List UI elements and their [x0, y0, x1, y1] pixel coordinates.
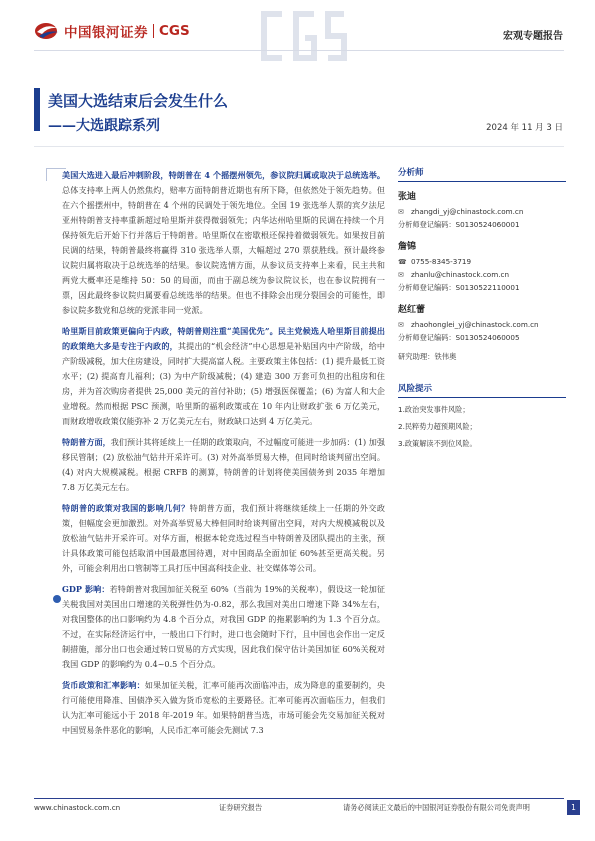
- paragraph-gdp-impact: [62, 582, 385, 672]
- analyst-name: 张迪: [398, 192, 417, 202]
- paragraph-trump-policy: [62, 435, 385, 495]
- analyst-card: [398, 302, 566, 343]
- report-type-label: 宏观专题报告: [503, 31, 563, 42]
- analyst-email-row: [398, 270, 566, 279]
- mail-icon: ✉: [398, 320, 404, 329]
- analyst-email[interactable]: zhangdi_yj@chinastock.com.cn: [411, 207, 524, 216]
- logo-text-en: CGS: [159, 23, 190, 39]
- risk-heading: 风险提示: [398, 382, 566, 398]
- analyst-phone: 0755-8345-3719: [411, 257, 472, 266]
- analyst-email[interactable]: zhanlu@chinastock.com.cn: [411, 270, 509, 279]
- paragraph-text: 其提出的“机会经济”中心思想是补贴国内中产阶级，给中产阶级减税，加大住房建设，同时扩大提高富人税。主要政策主体包括：(1) 提升最低工资水平；(2) 提高育儿福利；(3) 为中产阶级减税；(4) 建造 300 万套可负担的出租房和住房，并为首次购房者提供 25,000 美元的首付补助；(5) 增强医保覆盖；(6) 为富人和大企业增税。然而根据 PSC 预测，哈里斯的福利政策或在 10 年内让财政扩张 6 万亿美元，而财政增收政策仅能弥补 2 万亿美元左右，财政缺口达到 4 万亿美元。: [62, 341, 385, 426]
- header-divider: [34, 50, 564, 51]
- logo-divider: [153, 24, 154, 38]
- analyst-email-row: [398, 207, 566, 216]
- logo-text-cn: 中国银河证券: [64, 25, 148, 41]
- paragraph-lead: 货币政策和汇率影响：: [62, 680, 145, 690]
- title-accent-bar: [34, 88, 40, 131]
- paragraph-lead: 特朗普的政策对我国的影响几何？: [62, 503, 190, 513]
- paragraph-text: 总体支持率上两人仍然焦灼，赔率方面特朗普近期也有所下降，但依然处于领先趋势。但在六个摇摆州中，特朗普在 4 个州的民调处于领先地位。全国 19 张选举人票的宾夕法尼亚州特朗普支持率重新超过哈里斯并获得微弱领先；内华达州哈里斯的民调在持续一个月保持领先后开始下行并落后于特朗普。哈里斯仅在密歇根还保持着微弱领先。如果按目前民调的结果，特朗普最终将赢得 310 张选举人票，大幅超过 270 票获胜线。预计最终参议院归属将取决于总统选举的结果。参议院选情方面，从参议员支持率上来看，民主共和两党大概率还是维持 50：50 的局面，而由于副总统为参议院议长，也在参议院拥有一票，因此最终参议院归属要看总统选举的结果。但也不排除会出现分裂国会的可能性，即参议院多数党和总统的党派非同一党派。: [62, 185, 385, 315]
- risk-item: 2.民粹势力超预期风险；: [398, 422, 477, 431]
- risk-item: 1.政治突发事件风险；: [398, 405, 470, 414]
- paragraph-lead: 哈里斯目前政策更偏向于内政，特朗普则注重“美国优先”。民主党候选人哈里斯目前提出的政策绝大多是专注于内政的，: [62, 326, 385, 351]
- mail-icon: ✉: [398, 270, 404, 279]
- analyst-reg: 分析师登记编码：S0130524060001: [398, 220, 520, 229]
- research-assistant: 研究助理：铁伟奥: [398, 352, 457, 361]
- analyst-name: 赵红蕾: [398, 305, 426, 315]
- paragraph-text: 特朗普方面，我们预计将继续延续上一任期的外交政策，但幅度会更加激烈。对外高举贸易大棒但同时给谈判留出空间，对内大规模减税以及放松油气钻井开采许可。对华方面，根据本轮竞选过程当中特朗普及团队提出的主张，预计具体政策可能包括取消中国最惠国待遇，对中国商品全面加征 60%甚至更高关税。另外，可能会利用出口管制等工具打压中国高科技企业、社交媒体等公司。: [62, 503, 385, 573]
- report-date: 2024 年 11 月 3 日: [486, 123, 563, 133]
- analyst-card: [398, 189, 566, 230]
- cgs-watermark-icon: [256, 6, 352, 66]
- paragraph-china-impact: [62, 501, 385, 576]
- summary-corner-mark: [46, 168, 47, 181]
- summary-body: [62, 168, 385, 744]
- analyst-email[interactable]: zhaohonglei_yj@chinastock.com.cn: [411, 320, 539, 329]
- paragraph-election: [62, 168, 385, 318]
- analyst-reg-row: [398, 283, 566, 293]
- analyst-reg: 分析师登记编码：S0130522110001: [398, 283, 520, 292]
- footer-divider: [34, 798, 564, 799]
- analyst-email-row: [398, 320, 566, 329]
- page-number: 1: [567, 800, 580, 815]
- mail-icon: ✉: [398, 207, 404, 216]
- sidebar: [398, 166, 566, 456]
- bullet-dot-icon: [53, 595, 61, 603]
- analyst-phone-row: [398, 257, 566, 266]
- paragraph-fx-impact: [62, 678, 385, 738]
- analyst-reg-row: [398, 220, 566, 230]
- footer-disclaimer: 请务必阅读正文最后的中国银河证券股份有限公司免责声明: [343, 803, 530, 812]
- footer-website-link[interactable]: www.chinastock.com.cn: [34, 803, 121, 812]
- brand-logo: [34, 20, 204, 42]
- report-subtitle: ——大选跟踪系列: [48, 118, 160, 134]
- analyst-reg: 分析师登记编码：S0130524060005: [398, 333, 520, 342]
- risk-item: 3.政策解读不到位风险。: [398, 439, 477, 448]
- paragraph-text: 我们预计其将延续上一任期的政策取向，不过幅度可能进一步加码：(1) 加强移民管制；(2) 放松油气钻井开采许可。(3) 对外高举贸易大棒，但同时给谈判留出空间。(4) 对内大规模减税。根据 CRFB 的测算，特朗普的计划将使美国债务到 2035 年增加 7.8 万亿美元左右。: [62, 437, 385, 492]
- paragraph-lead: 美国大选进入最后冲刺阶段，特朗普在 4 个摇摆州领先，参议院归属或取决于总统选举。: [62, 170, 385, 180]
- analyst-name: 詹锦: [398, 242, 417, 252]
- cgs-logo-icon: [34, 21, 60, 41]
- paragraph-lead: GDP 影响：: [62, 584, 110, 594]
- paragraph-text: 若特朗普对我国加征关税至 60%（当前为 19%的关税率），假设这一轮加征关税我国对美国出口增速的关税弹性仍为-0.82，那么我国对美出口增速下降 34%左右，对我国整体的出口影响约为 4.8 个百分点，对我国 GDP 的拖累影响约为 1.3 个百分点。不过，在实际经济运行中，一般出口下行时，进口也会随时下行，且中国也会作出一定反制措施，部分出口也会通过转口贸易的方式实现，因此我们保守估计美国加征 60%关税对我国 GDP 的影响约为 0.4~0.5 个百分点。: [62, 584, 385, 669]
- analyst-heading: 分析师: [398, 166, 566, 182]
- paragraph-harris-policy: [62, 324, 385, 429]
- footer-report-label: 证券研究报告: [219, 803, 263, 812]
- title-divider: [34, 146, 564, 147]
- analyst-card: [398, 239, 566, 293]
- analyst-reg-row: [398, 333, 566, 343]
- phone-icon: ☎: [398, 257, 407, 266]
- report-title: 美国大选结束后会发生什么: [48, 92, 229, 110]
- paragraph-lead: 特朗普方面，: [62, 437, 111, 447]
- paragraph-text: 如果加征关税，汇率可能再次面临冲击，成为降息的重要制约，央行可能使用降准、国债净买入做为货币宽松的主要路径。汇率可能再次面临压力，但我们认为汇率可能远小于 2018 年-2019 年。如果特朗普当选，市场可能会先交易加征关税对中国贸易条件恶化的影响，人民币汇率可能会先测试 7.3: [62, 680, 385, 735]
